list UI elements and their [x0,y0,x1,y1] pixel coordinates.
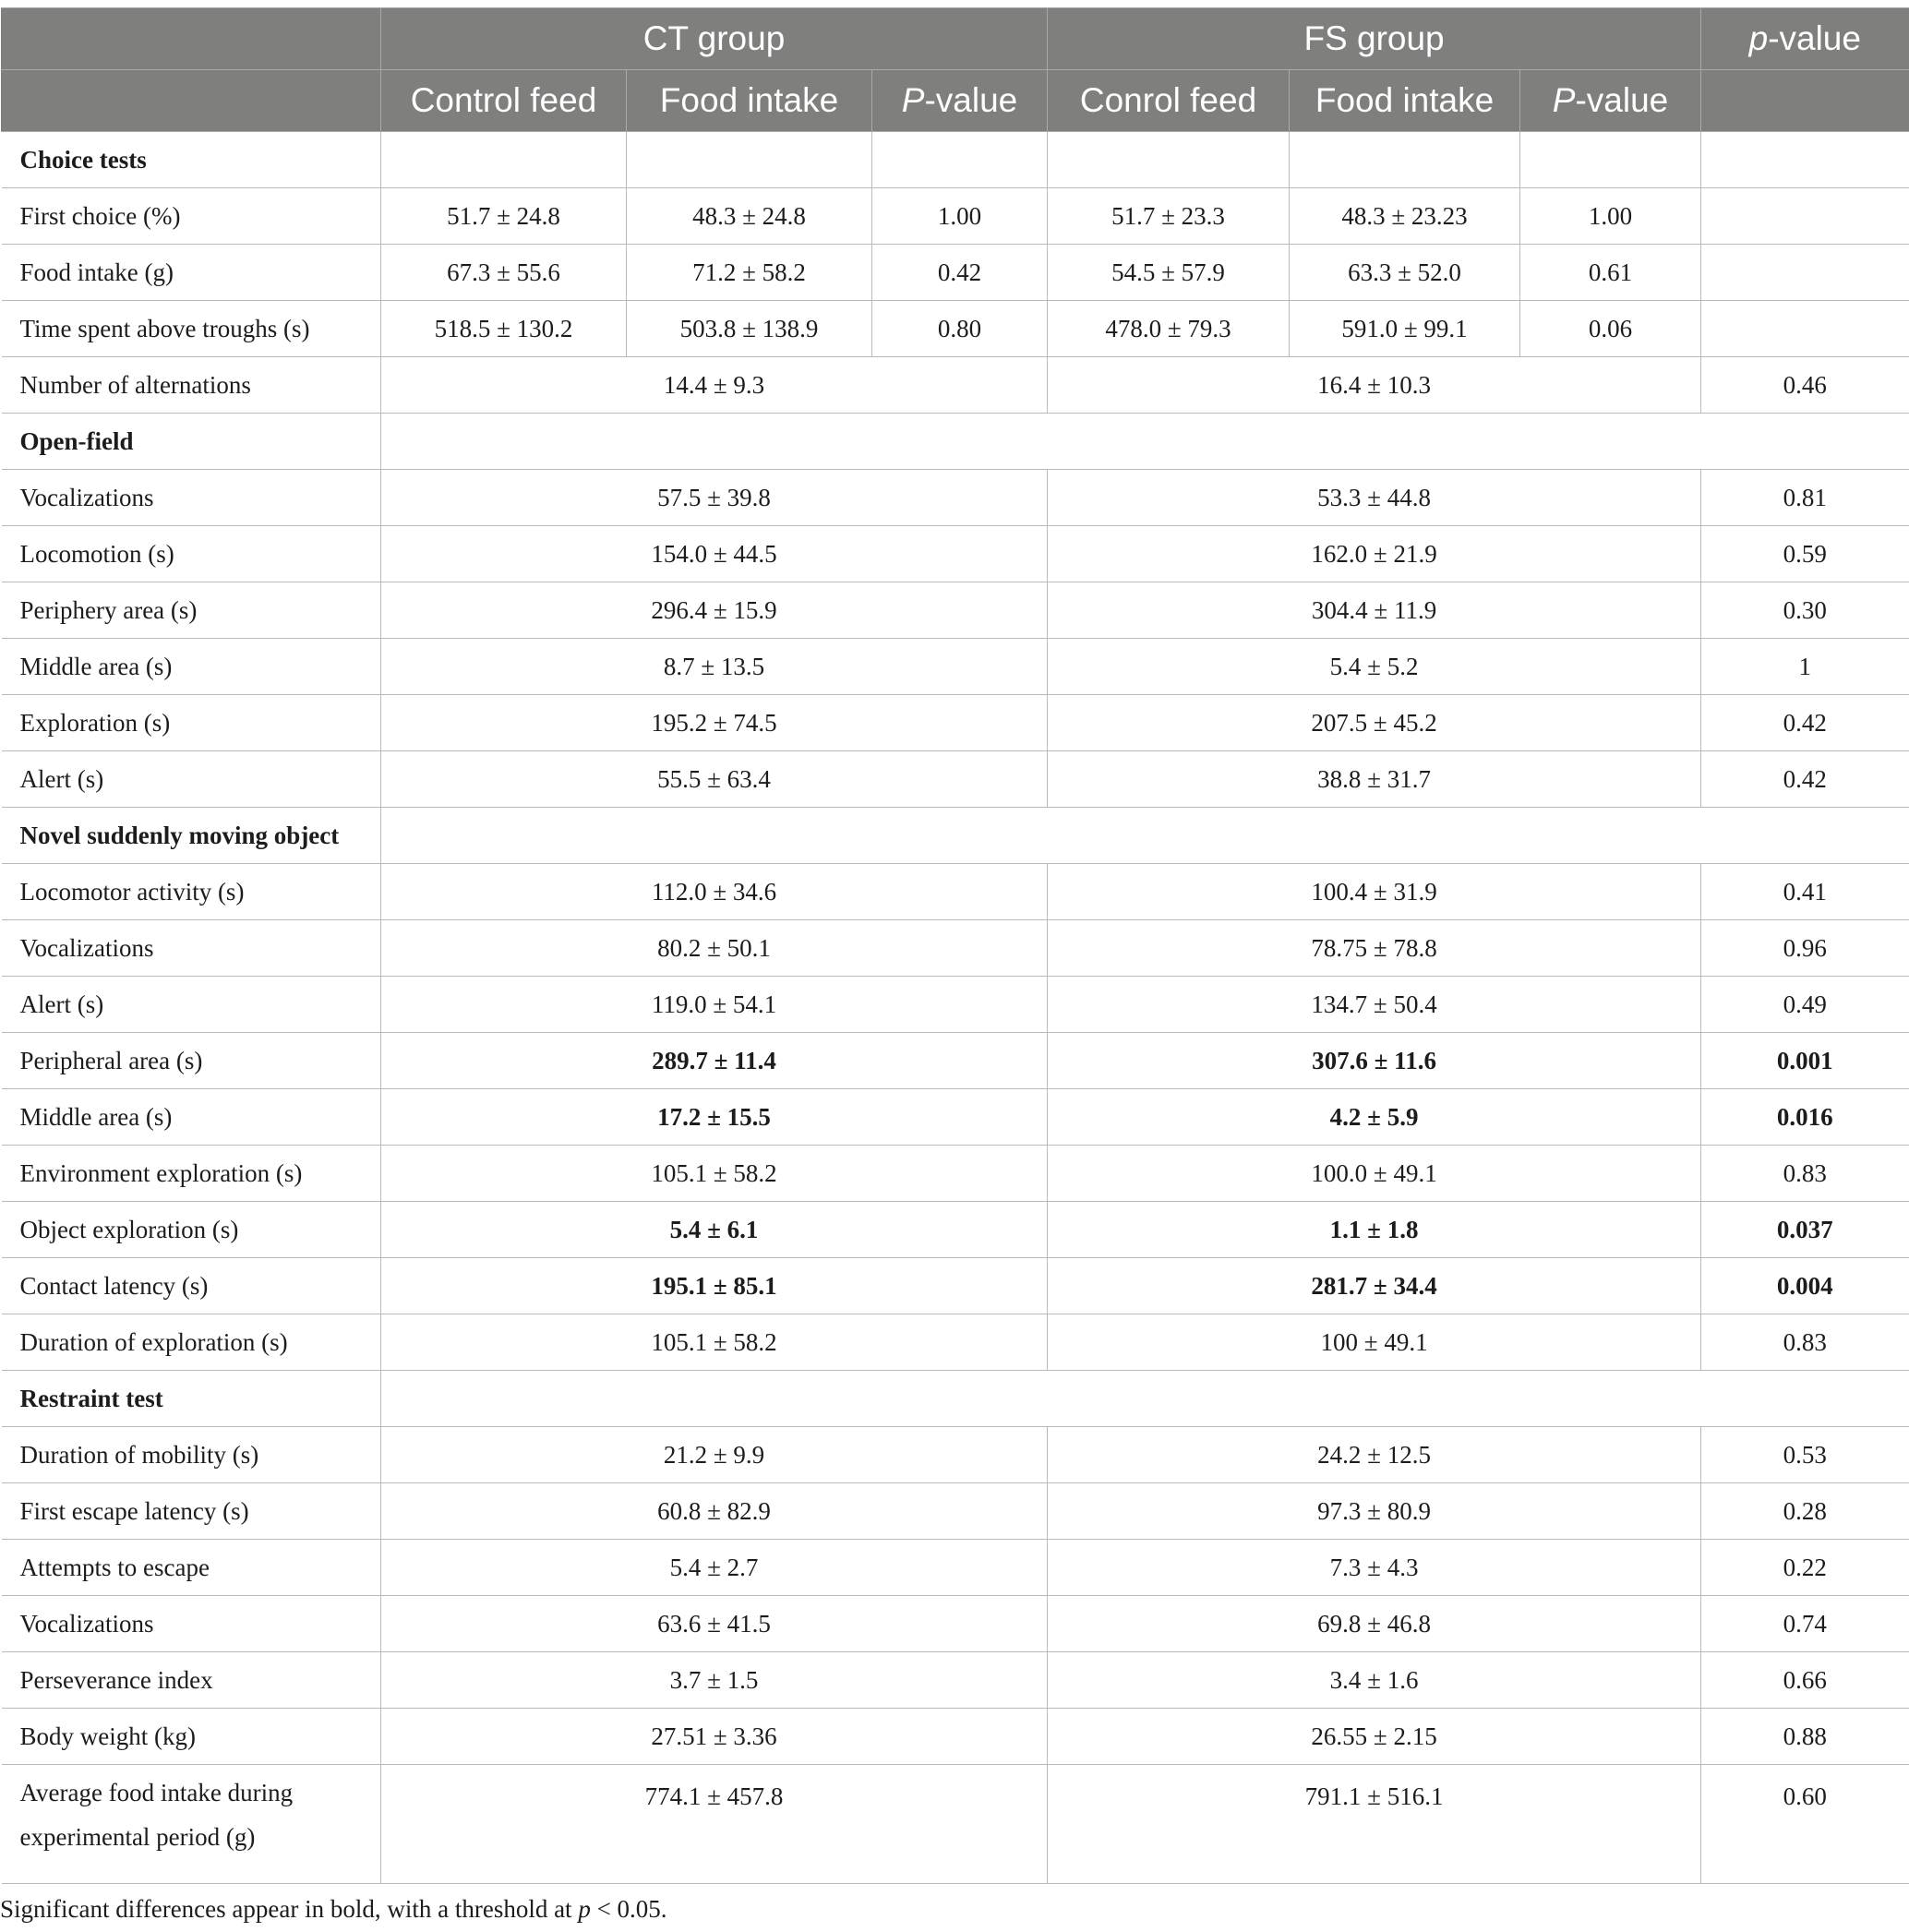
table-row [2,301,1909,357]
empty-cell [872,132,1048,188]
ct-food-value: 503.8 ± 138.9 [627,301,872,357]
fs-value: 5.4 ± 5.2 [1048,639,1701,695]
header-fs-p-letter: P [1552,81,1576,119]
header-p-letter: p [1748,19,1769,57]
table-row-significant [2,1033,1909,1089]
row-label: First choice (%) [2,188,381,245]
row-label: Alert (s) [2,751,381,808]
p-value: 0.60 [1701,1765,1909,1884]
p-value: 0.59 [1701,526,1909,582]
header-blank-cell [1701,70,1909,132]
fs-value: 7.3 ± 4.3 [1048,1540,1701,1596]
fs-value: 281.7 ± 34.4 [1048,1258,1701,1314]
empty-cell [1701,132,1909,188]
empty-cell [627,132,872,188]
p-value: 0.46 [1701,357,1909,414]
fs-value: 307.6 ± 11.6 [1048,1033,1701,1089]
fs-value: 69.8 ± 46.8 [1048,1596,1701,1652]
fs-value: 3.4 ± 1.6 [1048,1652,1701,1709]
p-value: 0.41 [1701,864,1909,920]
empty-cell [381,132,627,188]
row-label: Peripheral area (s) [2,1033,381,1089]
empty-cell [381,1371,1909,1427]
fs-food-value: 591.0 ± 99.1 [1290,301,1520,357]
row-label: Environment exploration (s) [2,1146,381,1202]
table-row [2,245,1909,301]
fs-value: 304.4 ± 11.9 [1048,582,1701,639]
table-row [2,1540,1909,1596]
ct-value: 8.7 ± 13.5 [381,639,1048,695]
row-label: Middle area (s) [2,639,381,695]
p-value: 0.53 [1701,1427,1909,1483]
section-row-open-field [2,414,1909,470]
header-p-value [1701,8,1909,70]
results-table [1,7,1909,1884]
header-ct-p-suffix: -value [924,81,1018,119]
fs-value: 26.55 ± 2.15 [1048,1709,1701,1765]
ct-value: 5.4 ± 2.7 [381,1540,1048,1596]
fs-value: 16.4 ± 10.3 [1048,357,1701,414]
table-footnote [0,1895,1909,1924]
fs-control-value: 54.5 ± 57.9 [1048,245,1290,301]
p-value: 0.30 [1701,582,1909,639]
ct-p-value: 1.00 [872,188,1048,245]
fs-value: 4.2 ± 5.9 [1048,1089,1701,1146]
table-row [2,1709,1909,1765]
fs-value: 100.4 ± 31.9 [1048,864,1701,920]
empty-cell [1290,132,1520,188]
empty-cell [1701,245,1909,301]
header-blank-cell [2,70,381,132]
p-value: 0.81 [1701,470,1909,526]
fs-value: 1.1 ± 1.8 [1048,1202,1701,1258]
ct-control-value: 67.3 ± 55.6 [381,245,627,301]
empty-cell [1701,301,1909,357]
table-row [2,1483,1909,1540]
fs-value: 53.3 ± 44.8 [1048,470,1701,526]
section-title: Restraint test [2,1371,381,1427]
footnote-threshold: < 0.05. [590,1895,667,1923]
ct-value: 296.4 ± 15.9 [381,582,1048,639]
table-row-significant [2,1202,1909,1258]
ct-value: 27.51 ± 3.36 [381,1709,1048,1765]
row-label: Perseverance index [2,1652,381,1709]
table-row [2,1314,1909,1371]
fs-value: 100.0 ± 49.1 [1048,1146,1701,1202]
table-row [2,1146,1909,1202]
fs-p-value: 1.00 [1520,188,1701,245]
p-value: 0.66 [1701,1652,1909,1709]
header-p-suffix: -value [1768,19,1861,57]
header-fs-p-value [1520,70,1701,132]
row-label: Duration of mobility (s) [2,1427,381,1483]
fs-value: 38.8 ± 31.7 [1048,751,1701,808]
table-row [2,188,1909,245]
section-title: Open-field [2,414,381,470]
table-row [2,695,1909,751]
row-label: Food intake (g) [2,245,381,301]
ct-value: 105.1 ± 58.2 [381,1314,1048,1371]
p-value: 0.004 [1701,1258,1909,1314]
section-row-novel-object [2,808,1909,864]
ct-p-value: 0.42 [872,245,1048,301]
table-row [2,1765,1909,1884]
ct-value: 5.4 ± 6.1 [381,1202,1048,1258]
row-label-line-1: Average food intake during [19,1779,294,1806]
table-row [2,1596,1909,1652]
fs-food-value: 48.3 ± 23.23 [1290,188,1520,245]
fs-control-value: 51.7 ± 23.3 [1048,188,1290,245]
row-label: Exploration (s) [2,695,381,751]
section-title: Novel suddenly moving object [2,808,381,864]
header-ct-p-value [872,70,1048,132]
ct-value: 774.1 ± 457.8 [381,1765,1048,1884]
ct-food-value: 71.2 ± 58.2 [627,245,872,301]
p-value: 0.28 [1701,1483,1909,1540]
p-value: 0.83 [1701,1146,1909,1202]
p-value: 0.001 [1701,1033,1909,1089]
ct-control-value: 518.5 ± 130.2 [381,301,627,357]
header-ct-control-feed: Control feed [381,70,627,132]
row-label: Vocalizations [2,470,381,526]
p-value: 0.83 [1701,1314,1909,1371]
row-label: Locomotor activity (s) [2,864,381,920]
row-label-line-2: experimental period (g) [19,1823,256,1851]
fs-value: 24.2 ± 12.5 [1048,1427,1701,1483]
ct-value: 80.2 ± 50.1 [381,920,1048,977]
fs-food-value: 63.3 ± 52.0 [1290,245,1520,301]
ct-value: 17.2 ± 15.5 [381,1089,1048,1146]
empty-cell [1048,132,1290,188]
row-label: Contact latency (s) [2,1258,381,1314]
ct-value: 3.7 ± 1.5 [381,1652,1048,1709]
table-row [2,864,1909,920]
table-row [2,920,1909,977]
fs-value: 791.1 ± 516.1 [1048,1765,1701,1884]
header-row-groups [2,8,1909,70]
table-row [2,582,1909,639]
row-label: Vocalizations [2,920,381,977]
header-ct-p-letter: P [901,81,925,119]
p-value: 0.22 [1701,1540,1909,1596]
p-value: 0.016 [1701,1089,1909,1146]
ct-value: 55.5 ± 63.4 [381,751,1048,808]
ct-value: 63.6 ± 41.5 [381,1596,1048,1652]
row-label: Body weight (kg) [2,1709,381,1765]
ct-value: 195.1 ± 85.1 [381,1258,1048,1314]
section-row-restraint-test [2,1371,1909,1427]
header-ct-group: CT group [381,8,1048,70]
footnote-p-letter: p [578,1895,591,1923]
header-fs-group: FS group [1048,8,1701,70]
ct-control-value: 51.7 ± 24.8 [381,188,627,245]
header-fs-control-feed: Conrol feed [1048,70,1290,132]
row-label [2,1765,381,1884]
p-value: 0.037 [1701,1202,1909,1258]
ct-value: 57.5 ± 39.8 [381,470,1048,526]
row-label: Time spent above troughs (s) [2,301,381,357]
table-row [2,639,1909,695]
fs-value: 162.0 ± 21.9 [1048,526,1701,582]
footnote-text: Significant differences appear in bold, with a threshold at [0,1895,579,1923]
header-fs-p-suffix: -value [1575,81,1669,119]
row-label: Middle area (s) [2,1089,381,1146]
table-row [2,977,1909,1033]
row-label: Object exploration (s) [2,1202,381,1258]
table-row [2,526,1909,582]
ct-value: 60.8 ± 82.9 [381,1483,1048,1540]
table-row [2,1652,1909,1709]
ct-value: 112.0 ± 34.6 [381,864,1048,920]
ct-p-value: 0.80 [872,301,1048,357]
p-value: 1 [1701,639,1909,695]
header-ct-food-intake: Food intake [627,70,872,132]
table-row-significant [2,1258,1909,1314]
row-label: Vocalizations [2,1596,381,1652]
ct-value: 14.4 ± 9.3 [381,357,1048,414]
fs-p-value: 0.61 [1520,245,1701,301]
section-title: Choice tests [2,132,381,188]
row-label: Locomotion (s) [2,526,381,582]
p-value: 0.42 [1701,695,1909,751]
ct-value: 289.7 ± 11.4 [381,1033,1048,1089]
p-value: 0.96 [1701,920,1909,977]
header-blank-cell [2,8,381,70]
fs-value: 97.3 ± 80.9 [1048,1483,1701,1540]
header-row-sub [2,70,1909,132]
header-fs-food-intake: Food intake [1290,70,1520,132]
fs-p-value: 0.06 [1520,301,1701,357]
empty-cell [381,414,1909,470]
ct-value: 105.1 ± 58.2 [381,1146,1048,1202]
fs-value: 100 ± 49.1 [1048,1314,1701,1371]
table-row [2,470,1909,526]
empty-cell [1520,132,1701,188]
row-label: Attempts to escape [2,1540,381,1596]
table-row-significant [2,1089,1909,1146]
table-row [2,1427,1909,1483]
fs-value: 207.5 ± 45.2 [1048,695,1701,751]
ct-value: 195.2 ± 74.5 [381,695,1048,751]
section-row-choice-tests [2,132,1909,188]
ct-value: 154.0 ± 44.5 [381,526,1048,582]
ct-value: 21.2 ± 9.9 [381,1427,1048,1483]
fs-value: 134.7 ± 50.4 [1048,977,1701,1033]
table-row [2,357,1909,414]
ct-value: 119.0 ± 54.1 [381,977,1048,1033]
p-value: 0.42 [1701,751,1909,808]
row-label: Number of alternations [2,357,381,414]
row-label: First escape latency (s) [2,1483,381,1540]
results-table-container [0,7,1909,1924]
p-value: 0.49 [1701,977,1909,1033]
table-row [2,751,1909,808]
row-label: Duration of exploration (s) [2,1314,381,1371]
empty-cell [381,808,1909,864]
row-label: Periphery area (s) [2,582,381,639]
row-label: Alert (s) [2,977,381,1033]
ct-food-value: 48.3 ± 24.8 [627,188,872,245]
fs-control-value: 478.0 ± 79.3 [1048,301,1290,357]
p-value: 0.88 [1701,1709,1909,1765]
p-value: 0.74 [1701,1596,1909,1652]
empty-cell [1701,188,1909,245]
fs-value: 78.75 ± 78.8 [1048,920,1701,977]
